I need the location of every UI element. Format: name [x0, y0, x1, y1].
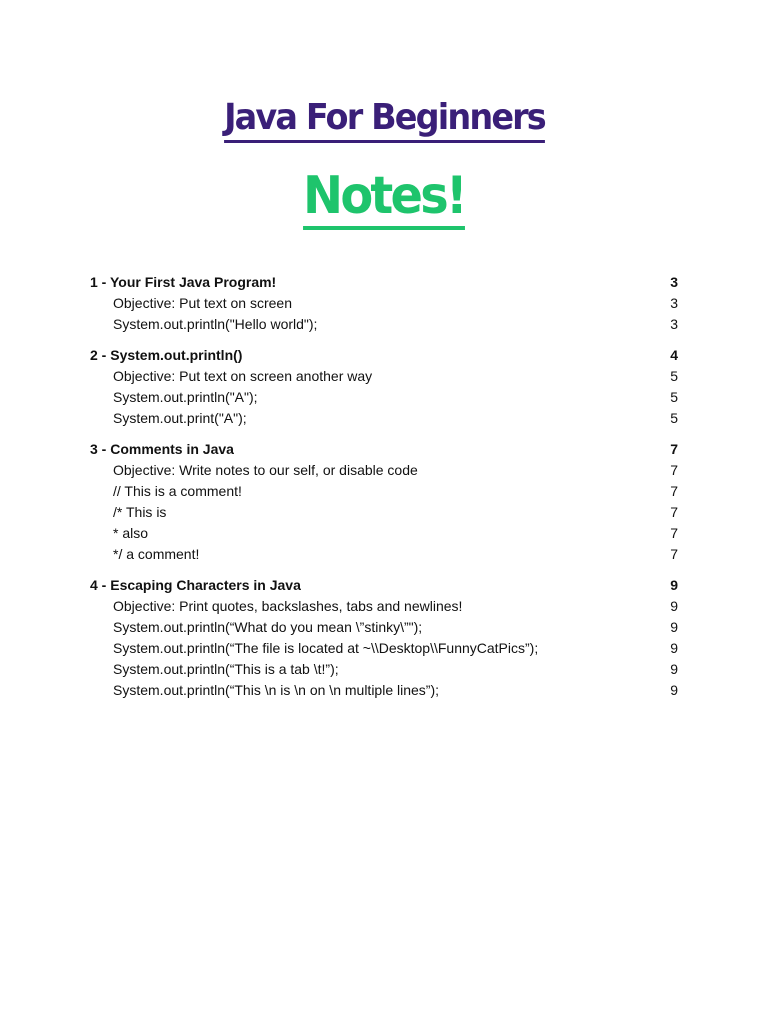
toc-entry[interactable]: [90, 638, 678, 659]
toc-page-number: 9: [670, 661, 678, 677]
toc-entry-label: * also: [113, 525, 149, 541]
toc-heading-label: 1 - Your First Java Program!: [90, 274, 277, 290]
toc-section: [90, 439, 678, 565]
toc-entry[interactable]: [90, 481, 678, 502]
toc-entry[interactable]: [90, 460, 678, 481]
toc-entry-label: Objective: Put text on screen another way: [113, 368, 373, 384]
toc-page-number: 7: [670, 525, 678, 541]
toc-page-number: 7: [670, 546, 678, 562]
toc-page-number: 9: [670, 682, 678, 698]
toc-entry[interactable]: [90, 502, 678, 523]
toc-entry[interactable]: [90, 387, 678, 408]
toc-section-heading[interactable]: [90, 439, 678, 460]
document-title: [0, 98, 768, 143]
toc-entry[interactable]: [90, 544, 678, 565]
document-subtitle: [0, 168, 768, 230]
toc-entry[interactable]: [90, 314, 678, 335]
toc-entry-label: System.out.println(“The file is located at ~\\Desktop\\FunnyCatPics”);: [113, 640, 539, 656]
toc-section-heading[interactable]: [90, 272, 678, 293]
toc-page-number: 3: [670, 295, 678, 311]
toc-section-heading[interactable]: [90, 575, 678, 596]
toc-entry[interactable]: [90, 617, 678, 638]
toc-entry[interactable]: [90, 366, 678, 387]
toc-page-number: 5: [670, 410, 678, 426]
toc-page-number: 9: [670, 577, 678, 593]
toc-page-number: 3: [670, 316, 678, 332]
toc-entry[interactable]: [90, 523, 678, 544]
toc-page-number: 7: [670, 483, 678, 499]
toc-heading-label: 2 - System.out.println(): [90, 347, 243, 363]
table-of-contents: [90, 272, 678, 711]
toc-entry-label: System.out.println(“This is a tab \t!”);: [113, 661, 339, 677]
document-subtitle-text: Notes!: [303, 168, 465, 230]
toc-entry-label: Objective: Put text on screen: [113, 295, 292, 311]
toc-heading-label: 3 - Comments in Java: [90, 441, 234, 457]
toc-page-number: 7: [670, 441, 678, 457]
toc-entry-label: System.out.println(“This \n is \n on \n multiple lines”);: [113, 682, 440, 698]
toc-entry[interactable]: [90, 408, 678, 429]
toc-entry-label: // This is a comment!: [113, 483, 242, 499]
toc-entry-label: System.out.print("A");: [113, 410, 247, 426]
toc-entry-label: System.out.println(“What do you mean \”stinky\”");: [113, 619, 423, 635]
toc-page-number: 9: [670, 640, 678, 656]
toc-section: [90, 345, 678, 429]
toc-page-number: 5: [670, 389, 678, 405]
toc-entry[interactable]: [90, 680, 678, 701]
toc-section: [90, 575, 678, 701]
toc-entry[interactable]: [90, 659, 678, 680]
toc-page-number: 4: [670, 347, 678, 363]
toc-entry-label: */ a comment!: [113, 546, 200, 562]
toc-entry-label: /* This is: [113, 504, 167, 520]
toc-entry[interactable]: [90, 293, 678, 314]
toc-page-number: 7: [670, 504, 678, 520]
toc-entry[interactable]: [90, 596, 678, 617]
toc-entry-label: System.out.println("Hello world");: [113, 316, 318, 332]
toc-page-number: 9: [670, 619, 678, 635]
toc-section-heading[interactable]: [90, 345, 678, 366]
toc-page-number: 5: [670, 368, 678, 384]
document-title-text: Java For Beginners: [224, 98, 545, 143]
toc-entry-label: Objective: Print quotes, backslashes, tabs and newlines!: [113, 598, 463, 614]
toc-section: [90, 272, 678, 335]
toc-page-number: 3: [670, 274, 678, 290]
toc-entry-label: System.out.println("A");: [113, 389, 258, 405]
toc-page-number: 7: [670, 462, 678, 478]
toc-page-number: 9: [670, 598, 678, 614]
toc-heading-label: 4 - Escaping Characters in Java: [90, 577, 301, 593]
toc-entry-label: Objective: Write notes to our self, or disable code: [113, 462, 418, 478]
